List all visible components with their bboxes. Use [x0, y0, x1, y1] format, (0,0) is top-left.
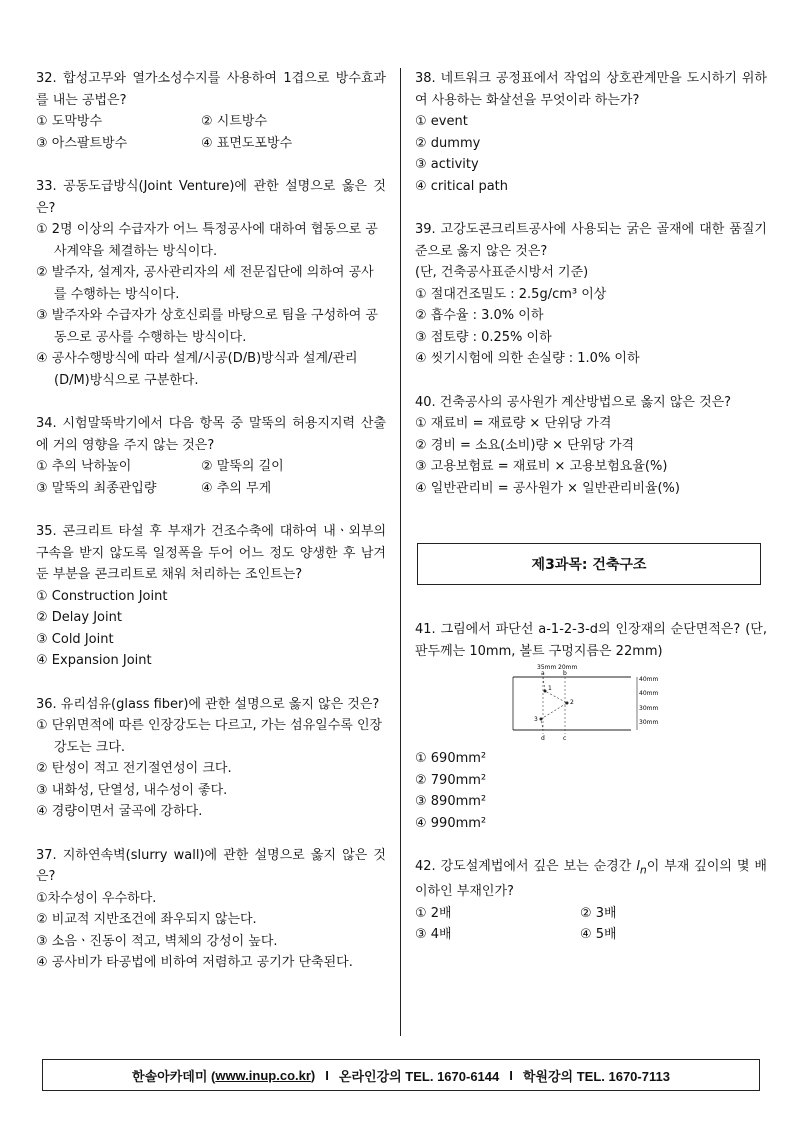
option-4: ④ Expansion Joint: [36, 653, 152, 668]
option-1: ① 2명 이상의 수급자가 어느 특정공사에 대하여 협동으로 공사계약을 체결하는 방식이다.: [36, 222, 378, 259]
question-stem: 36. 유리섬유(glass fiber)에 관한 설명으로 옳지 않은 것은?: [36, 696, 380, 712]
question-stem: 35. 콘크리트 타설 후 부재가 건조수축에 대하여 내ㆍ외부의 구속을 받지 않도록 일정폭을 두어 어느 정도 양생한 후 남겨둔 부분을 콘크리트로 채워 처리하는 조인트는?: [36, 524, 386, 582]
option-2: ② Delay Joint: [36, 610, 122, 625]
left-column: [36, 68, 386, 996]
question-32: [36, 68, 386, 154]
question-33: [36, 176, 386, 391]
option-1: ① 도막방수: [36, 114, 103, 129]
question-39: [415, 219, 767, 370]
question-stem: 40. 건축공사의 공사원가 계산방법으로 옳지 않은 것은?: [415, 394, 732, 410]
question-35: [36, 521, 386, 672]
question-stem: 39. 고강도콘크리트공사에 사용되는 굵은 골재에 대한 품질기준으로 옳지 않은 것은?: [415, 222, 767, 259]
option-3: ③ 890mm²: [415, 794, 487, 809]
dim-label: 20mm: [558, 664, 578, 671]
online-phone: 온라인강의 TEL. 1670-6144: [338, 1068, 500, 1084]
academy-name-end: ): [310, 1067, 316, 1083]
option-2: ② 탄성이 적고 전기절연성이 크다.: [36, 761, 232, 776]
question-stem: 33. 공동도급방식(Joint Venture)에 관한 설명으로 옳은 것은?: [36, 179, 386, 216]
option-1: ① 추의 낙하높이: [36, 459, 132, 474]
question-note: (단, 건축공사표준시방서 기준): [415, 265, 589, 280]
option-2: ② 말뚝의 길이: [201, 459, 284, 474]
option-1: ① 690mm²: [415, 751, 487, 766]
option-1: ① event: [415, 114, 468, 129]
option-3: ③ 말뚝의 최종관입량: [36, 480, 157, 496]
option-3: ③ 4배: [415, 927, 452, 943]
question-stem: 37. 지하연속벽(slurry wall)에 관한 설명으로 옳지 않은 것은?: [36, 847, 386, 884]
option-2: ② dummy: [415, 135, 481, 151]
plate-diagram: [503, 664, 663, 742]
dim-label: 30mm: [639, 719, 659, 726]
option-4: ④ 990mm²: [415, 815, 487, 831]
option-2: ② 발주자, 설계자, 공사관리자의 세 전문집단에 의하여 공사를 수행하는 방식이다.: [36, 265, 374, 302]
option-3: ③ activity: [415, 157, 479, 172]
offline-phone: 학원강의 TEL. 1670-7113: [522, 1068, 670, 1084]
option-3: ③ 점토량 : 0.25% 이하: [415, 329, 552, 345]
option-1: ①차수성이 우수하다.: [36, 890, 157, 906]
options: [415, 413, 767, 499]
option-2: ② 790mm²: [415, 772, 487, 788]
question-36: [36, 694, 386, 823]
option-4: ④ 씻기시험에 의한 손실량 : 1.0% 이하: [415, 351, 640, 366]
dim-label: 40mm: [639, 690, 659, 697]
option-3: ③ 발주자와 수급자가 상호신뢰를 바탕으로 팀을 구성하여 공동으로 공사를 수행하는 방식이다.: [36, 308, 378, 345]
question-42: [415, 856, 767, 946]
point-label: 1: [548, 685, 552, 692]
point-label: 2: [570, 699, 574, 706]
dim-label: 35mm: [537, 664, 557, 671]
options: [36, 456, 386, 499]
options: [415, 284, 767, 370]
point-label: b: [563, 670, 567, 677]
dim-label: 30mm: [639, 705, 659, 712]
point-label: 3: [534, 716, 538, 723]
option-4: ④ 5배: [580, 927, 617, 943]
separator: I: [509, 1067, 513, 1083]
option-1: ① 2배: [415, 905, 452, 921]
option-4: ④ 일반관리비 = 공사원가 × 일반관리비율(%): [415, 480, 680, 496]
option-2: ② 3배: [580, 905, 617, 921]
option-1: ① 절대건조밀도 : 2.5g/cm³ 이상: [415, 286, 607, 302]
option-2: ② 시트방수: [201, 114, 268, 129]
page-footer: [42, 1059, 760, 1091]
ln-subscript: n: [639, 863, 647, 877]
option-3: ③ Cold Joint: [36, 631, 114, 647]
question-stem: 34. 시험말뚝박기에서 다음 항목 중 말뚝의 허용지지력 산출에 거의 영향을 주지 않는 것은?: [36, 416, 386, 453]
question-stem: 32. 합성고무와 열가소성수지를 사용하여 1겹으로 방수효과를 내는 공법은?: [36, 71, 386, 108]
question-41: [415, 619, 767, 834]
point-label: d: [541, 735, 545, 742]
question-stem: 41. 그림에서 파단선 a-1-2-3-d의 인장재의 순단면적은? (단, 판두께는 10mm, 볼트 구멍지름은 22mm): [415, 622, 767, 659]
option-2: ② 비교적 지반조건에 좌우되지 않는다.: [36, 912, 257, 927]
question-37: [36, 845, 386, 974]
section-title: 제3과목: 건축구조: [417, 543, 761, 585]
option-1: ① Construction Joint: [36, 588, 168, 604]
question-38: [415, 68, 767, 197]
option-4: ④ critical path: [415, 178, 509, 194]
dim-label: 40mm: [639, 676, 659, 683]
option-1: ① 재료비 = 재료량 × 단위당 가격: [415, 416, 612, 431]
options: [36, 111, 386, 154]
stem-text: 이 부재 깊이의 몇 배 이하인 부재인가?: [415, 859, 767, 900]
question-stem: [415, 856, 767, 903]
ln-letter: l: [636, 859, 640, 874]
option-4: ④ 경량이면서 굴곡에 강하다.: [36, 804, 203, 819]
options: [36, 888, 386, 974]
question-34: [36, 413, 386, 499]
option-4: ④ 공사수행방식에 따라 설계/시공(D/B)방식과 설계/관리(D/M)방식으로 구분한다.: [36, 351, 358, 388]
option-3: ③ 아스팔트방수: [36, 135, 128, 151]
bolt-plate-figure: [503, 664, 663, 742]
options: [36, 715, 386, 823]
option-4: ④ 공사비가 타공법에 비하여 저렴하고 공기가 단축된다.: [36, 955, 353, 970]
academy-url-link[interactable]: www.inup.co.kr: [215, 1067, 311, 1083]
point-label: c: [563, 735, 567, 742]
option-3: ③ 소음ㆍ진동이 적고, 벽체의 강성이 높다.: [36, 933, 278, 949]
option-4: ④ 추의 무게: [201, 480, 272, 496]
academy-name: 한솔아카데미 (: [132, 1068, 216, 1084]
question-40: [415, 392, 767, 500]
option-4: ④ 표면도포방수: [201, 135, 293, 151]
option-3: ③ 내화성, 단열성, 내수성이 좋다.: [36, 782, 228, 798]
column-divider: [400, 68, 401, 1036]
options: [36, 219, 386, 391]
options: [415, 903, 767, 946]
option-3: ③ 고용보험료 = 재료비 × 고용보험요율(%): [415, 459, 668, 474]
options: [415, 111, 767, 197]
option-1: ① 단위면적에 따른 인장강도는 다르고, 가는 섬유일수록 인장강도는 크다.: [36, 718, 383, 755]
option-2: ② 흡수율 : 3.0% 이하: [415, 308, 544, 323]
point-label: a: [541, 670, 545, 677]
right-column: [415, 68, 767, 968]
ln-symbol: [636, 859, 647, 877]
options: [36, 586, 386, 672]
stem-text: 42. 강도설계법에서 깊은 보는 순경간: [415, 859, 637, 874]
separator: I: [325, 1067, 329, 1083]
question-stem: 38. 네트워크 공정표에서 작업의 상호관계만을 도시하기 위하여 사용하는 화살선을 무엇이라 하는가?: [415, 71, 767, 108]
option-2: ② 경비 = 소요(소비)량 × 단위당 가격: [415, 437, 635, 453]
options: [415, 748, 767, 834]
